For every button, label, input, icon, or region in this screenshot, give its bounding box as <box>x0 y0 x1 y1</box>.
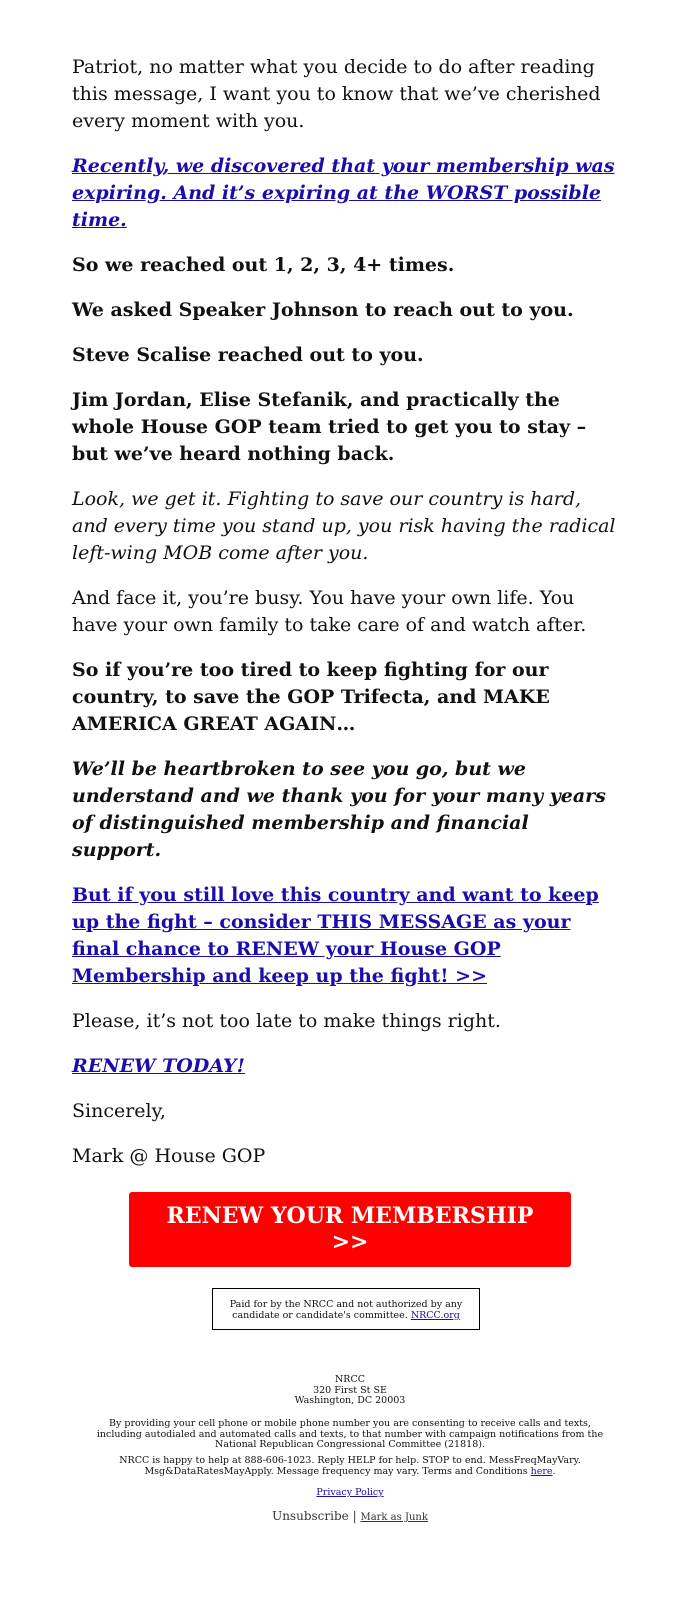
terms-here-link[interactable]: here <box>530 1465 553 1477</box>
busy-paragraph: And face it, you’re busy. You have your own life. You have your own family to take care of and watch after. <box>72 587 587 636</box>
privacy-policy-link[interactable]: Privacy Policy <box>316 1487 384 1498</box>
cta-container <box>0 1192 700 1267</box>
renew-membership-button[interactable]: RENEW YOUR MEMBERSHIP >> <box>129 1192 571 1267</box>
help-text <box>90 1456 610 1477</box>
nrcc-org-link[interactable]: NRCC.org <box>410 1310 460 1321</box>
we-get-it-paragraph: Look, we get it. Fighting to save our country is hard, and every time you stand up, you risk having the radical left-wing MOB come after you. <box>72 488 616 564</box>
membership-expiring-link[interactable]: Recently, we discovered that your membership was expiring. And it’s expiring at the WORST possible time. <box>72 155 615 231</box>
consent-text: By providing your cell phone or mobile phone number you are consenting to receive calls and texts, including autodialed and automated calls and texts, to that number with campaign notifications from the National Republican Congressional Committee (21818). <box>96 1418 604 1450</box>
unsubscribe-link[interactable]: Unsubscribe <box>272 1509 349 1523</box>
not-too-late-paragraph: Please, it’s not too late to make things right. <box>72 1010 501 1032</box>
email-body <box>72 54 617 1188</box>
renew-today-link[interactable]: RENEW TODAY! <box>72 1055 245 1077</box>
gop-team-paragraph: Jim Jordan, Elise Stefanik, and practically the whole House GOP team tried to get you to stay – but we’ve heard nothing back. <box>72 389 587 465</box>
separator: | <box>352 1509 357 1523</box>
renew-chance-link[interactable]: But if you still love this country and want to keep up the fight – consider THIS MESSAGE as your final chance to RENEW your House GOP Membership and keep up the fight! >> <box>72 884 599 987</box>
unsubscribe-row <box>90 1509 610 1525</box>
speaker-paragraph: We asked Speaker Johnson to reach out to you. <box>72 299 574 321</box>
paid-for-disclaimer <box>212 1288 480 1330</box>
privacy-row <box>90 1488 610 1499</box>
footer-address <box>90 1375 610 1407</box>
heartbroken-paragraph: We’ll be heartbroken to see you go, but we understand and we thank you for your many years of distinguished membership and financial support. <box>72 758 606 861</box>
closing: Sincerely, <box>72 1100 166 1122</box>
help-text-end: . <box>552 1465 556 1477</box>
reached-out-paragraph: So we reached out 1, 2, 3, 4+ times. <box>72 254 455 276</box>
renew-chance-paragraph <box>72 882 617 990</box>
scalise-paragraph: Steve Scalise reached out to you. <box>72 344 424 366</box>
help-text-body: NRCC is happy to help at 888-606-1023. Reply HELP for help. STOP to end. MessFreqMayVary. Msg&DataRatesMayApply. Message frequency may vary. Terms and Conditions <box>119 1455 581 1477</box>
membership-expiring-paragraph <box>72 153 617 234</box>
intro-paragraph: Patriot, no matter what you decide to do after reading this message, I want you to know that we’ve cherished every moment with you. <box>72 56 601 132</box>
too-tired-paragraph: So if you’re too tired to keep fighting for our country, to save the GOP Trifecta, and MAKE AMERICA GREAT AGAIN… <box>72 659 550 735</box>
signature: Mark @ House GOP <box>72 1145 266 1167</box>
disclaimer-text: Paid for by the NRCC and not authorized by any candidate or candidate's committee. <box>229 1299 463 1321</box>
renew-today-paragraph <box>72 1053 617 1080</box>
mark-as-junk-link[interactable]: Mark as Junk <box>360 1512 428 1523</box>
footer-city: Washington, DC 20003 <box>294 1395 406 1406</box>
footer-org: NRCC <box>334 1374 365 1385</box>
footer-street: 320 First St SE <box>313 1384 387 1396</box>
